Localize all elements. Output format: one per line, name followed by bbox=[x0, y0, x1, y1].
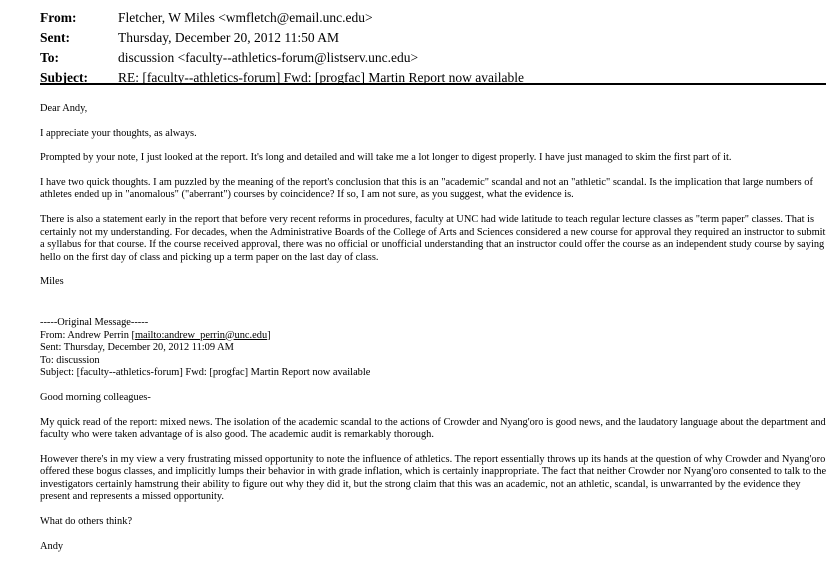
email-header bbox=[40, 8, 826, 88]
to-value: discussion <faculty--athletics-forum@listserv.unc.edu> bbox=[118, 50, 419, 65]
original-from-mailto-link[interactable]: mailto:andrew_perrin@unc.edu bbox=[134, 329, 268, 341]
subject-value: RE: [faculty--athletics-forum] Fwd: [progfac] Martin Report now available bbox=[118, 70, 524, 85]
email-body bbox=[40, 103, 830, 565]
reply-greeting: Dear Andy, bbox=[40, 103, 88, 114]
sent-value: Thursday, December 20, 2012 11:50 AM bbox=[118, 30, 339, 45]
original-message bbox=[40, 317, 830, 553]
to-row bbox=[40, 48, 826, 68]
original-to: To: discussion bbox=[40, 354, 100, 366]
original-signature: Andy bbox=[40, 540, 64, 552]
sent-row bbox=[40, 28, 826, 48]
subject-row bbox=[40, 68, 826, 88]
original-from bbox=[40, 330, 830, 343]
reply-paragraph-4: There is also a statement early in the report that before very recent reforms in procedures, faculty at UNC had wide latitude to teach regular lecture classes as "term paper" classes. That is certainly not my understanding. For decades, when the Administrative Boards of the College of Arts and Sciences considered a new course for approval they required an instructor to submit a syllabus for that course. If the course received approval, there was no official or unofficial understanding that an instructor could offer the course as an independent study course by saying hello on the first day of class and picking up a term paper on the last day of class. bbox=[40, 213, 826, 263]
original-paragraph-2: However there's in my view a very frustrating missed opportunity to note the influence of athletics. The report essentially throws up its hands at the question of why Crowder and Nyang'oro offered these bogus classes, and implicitly lumps their behavior in with grade inflation, which is certainly inappropriate. The fact that neither Crowder nor Nyang'oro consented to talk to the investigators certainly hamstrung their ability to figure out why they did it, but the strong claim that this was an academic, not an athletic, scandal, is unwarranted by the evidence they present and represents a missed opportunity. bbox=[40, 453, 827, 503]
original-paragraph-1: My quick read of the report: mixed news. The isolation of the academic scandal to the actions of Crowder and Nyang'oro is good news, and the laudatory language about the department and faculty who were taken advantage of is also good. The academic audit is remarkably thorough. bbox=[40, 416, 826, 441]
from-label: From: bbox=[40, 10, 77, 25]
reply-paragraph-1: I appreciate your thoughts, as always. bbox=[40, 127, 197, 139]
from-row bbox=[40, 8, 826, 28]
original-greeting: Good morning colleagues- bbox=[40, 391, 151, 403]
reply-signature: Miles bbox=[40, 276, 64, 288]
reply-paragraph-2: Prompted by your note, I just looked at the report. It's long and detailed and will take me a lot longer to digest properly. I have just managed to skim the first part of it. bbox=[40, 152, 732, 164]
sent-label: Sent: bbox=[40, 30, 70, 45]
header-divider bbox=[40, 83, 826, 85]
original-from-prefix: From: Andrew Perrin [ bbox=[40, 329, 135, 341]
original-paragraph-3: What do others think? bbox=[40, 516, 133, 528]
original-sent: Sent: Thursday, December 20, 2012 11:09 AM bbox=[40, 342, 234, 354]
reply-paragraph-3: I have two quick thoughts. I am puzzled by the meaning of the report's conclusion that this is an "academic" scandal and not an "athletic" scandal. Is the implication that large numbers of athletes ended up in "anomalous" ("aberrant") courses by coincidence? If so, I am not sure, as you suggest, what the evidence is. bbox=[40, 176, 813, 201]
original-subject: Subject: [faculty--athletics-forum] Fwd: [progfac] Martin Report now available bbox=[40, 367, 371, 379]
to-label: To: bbox=[40, 50, 60, 65]
from-value: Fletcher, W Miles <wmfletch@email.unc.edu> bbox=[118, 10, 373, 25]
original-divider: -----Original Message----- bbox=[40, 316, 149, 328]
subject-label: Subject: bbox=[40, 70, 88, 85]
original-from-suffix: ] bbox=[267, 329, 271, 341]
